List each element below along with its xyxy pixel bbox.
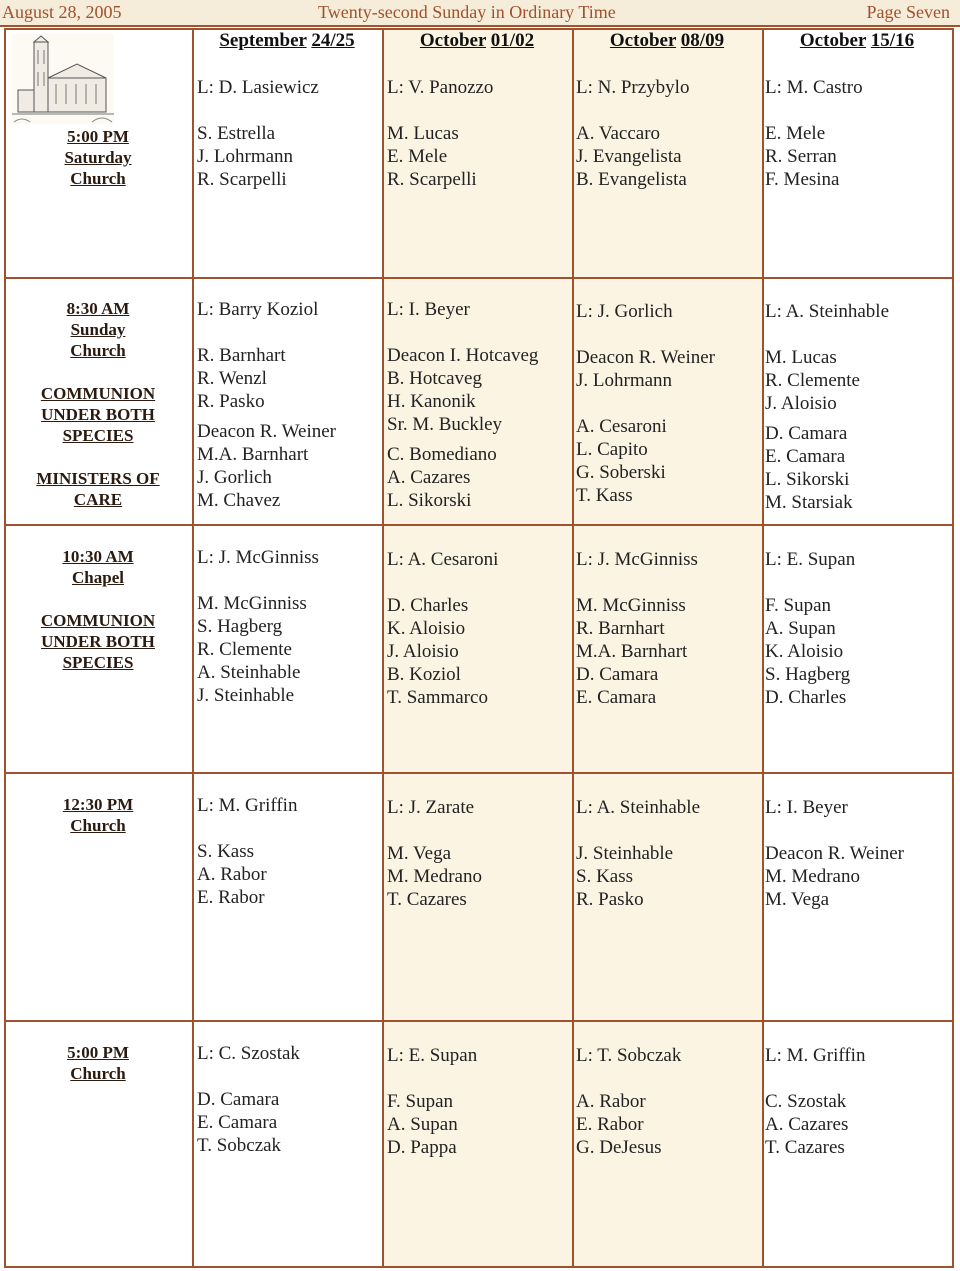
- schedule-cell: [576, 1044, 681, 1159]
- column-header-october-01: October 01/02: [419, 30, 535, 51]
- minister: R. Pasko: [197, 391, 265, 412]
- lector: L: T. Sobczak: [576, 1045, 682, 1066]
- minister: G. DeJesus: [576, 1137, 662, 1158]
- minister: E. Mele: [765, 123, 826, 144]
- minister: J. Lohrmann: [197, 146, 294, 167]
- row-divider: [4, 524, 954, 526]
- schedule-cell: [765, 300, 889, 514]
- minister: E. Camara: [197, 1112, 278, 1133]
- minister: D. Charles: [387, 595, 469, 616]
- column-divider: [382, 28, 384, 1268]
- minister: M. Starsiak: [765, 492, 853, 513]
- minister: [576, 392, 715, 415]
- page-header: [0, 0, 960, 27]
- minister: S. Estrella: [197, 123, 276, 144]
- mass-label-line: UNDER BOTH: [41, 632, 155, 651]
- minister: Deacon R. Weiner: [576, 347, 715, 368]
- schedule-cell: [765, 1044, 865, 1159]
- lector: L: C. Szostak: [197, 1043, 300, 1064]
- minister: D. Pappa: [387, 1137, 457, 1158]
- minister: M. Lucas: [387, 123, 459, 144]
- column-header-october-08: October 08/09: [609, 30, 725, 51]
- minister: G. Soberski: [576, 462, 666, 483]
- minister: R. Barnhart: [576, 618, 665, 639]
- minister: M. Chavez: [197, 490, 281, 511]
- column-divider: [192, 28, 194, 1268]
- row-divider: [4, 1020, 954, 1022]
- minister: J. Gorlich: [197, 467, 272, 488]
- minister: M.A. Barnhart: [197, 444, 309, 465]
- minister: E. Rabor: [576, 1114, 644, 1135]
- mass-label-line: 10:30 AM: [62, 547, 134, 566]
- schedule-cell: [576, 300, 715, 507]
- mass-label-line: [4, 588, 192, 610]
- minister: A. Rabor: [576, 1091, 646, 1112]
- minister: D. Camara: [197, 1089, 280, 1110]
- header-page-number: Page Seven: [866, 2, 950, 22]
- minister: C. Szostak: [765, 1091, 847, 1112]
- minister: J. Lohrmann: [576, 370, 673, 391]
- minister: R. Clemente: [765, 370, 860, 391]
- mass-label-line: MINISTERS OF: [36, 469, 160, 488]
- schedule-cell: [197, 1042, 300, 1157]
- lector: L: M. Griffin: [765, 1045, 866, 1066]
- minister: E. Mele: [387, 146, 448, 167]
- minister: M. Medrano: [765, 866, 860, 887]
- minister: L. Capito: [576, 439, 648, 460]
- minister: M. McGinniss: [197, 593, 307, 614]
- church-building-icon: [12, 34, 114, 124]
- minister: S. Kass: [576, 866, 634, 887]
- minister: R. Scarpelli: [197, 169, 287, 190]
- minister: S. Kass: [197, 841, 255, 862]
- lector: L: M. Griffin: [197, 795, 298, 816]
- lector: L: A. Steinhable: [765, 301, 890, 322]
- mass-label-sunday-1030am: [4, 546, 192, 673]
- schedule-cell: [197, 794, 297, 909]
- minister: T. Cazares: [765, 1137, 845, 1158]
- minister: R. Scarpelli: [387, 169, 477, 190]
- row-divider: [4, 772, 954, 774]
- mass-label-line: COMMUNION: [40, 611, 156, 630]
- minister: M. Lucas: [765, 347, 837, 368]
- schedule-cell: [576, 76, 689, 191]
- lector: L: D. Lasiewicz: [197, 77, 319, 98]
- lector: L: I. Beyer: [387, 299, 470, 320]
- schedule-cell: [387, 548, 498, 709]
- minister: F. Mesina: [765, 169, 840, 190]
- minister: K. Aloisio: [387, 618, 466, 639]
- column-header-october-15: October 15/16: [799, 30, 915, 51]
- lector: L: M. Castro: [765, 77, 863, 98]
- minister: T. Cazares: [387, 889, 467, 910]
- mass-label-line: UNDER BOTH: [41, 405, 155, 424]
- minister: L. Sikorski: [387, 490, 472, 511]
- schedule-cell: [387, 76, 493, 191]
- minister: M. Vega: [765, 889, 830, 910]
- minister: T. Sobczak: [197, 1135, 282, 1156]
- minister: J. Aloisio: [387, 641, 459, 662]
- mass-label-line: 8:30 AM: [66, 299, 130, 318]
- minister: B. Koziol: [387, 664, 461, 685]
- mass-label-line: Saturday: [64, 148, 132, 167]
- minister: A. Supan: [387, 1114, 458, 1135]
- lector: L: J. Zarate: [387, 797, 475, 818]
- lector: L: Barry Koziol: [197, 299, 319, 320]
- mass-label-line: Church: [70, 816, 126, 835]
- lector: L: J. McGinniss: [197, 547, 319, 568]
- mass-label-line: Church: [70, 341, 126, 360]
- minister: C. Bomediano: [387, 444, 497, 465]
- header-date: August 28, 2005: [2, 2, 122, 22]
- schedule-cell: [197, 546, 319, 707]
- mass-label-line: [4, 446, 192, 468]
- mass-label-line: Church: [70, 169, 126, 188]
- minister: F. Supan: [765, 595, 832, 616]
- minister: B. Hotcaveg: [387, 368, 482, 389]
- mass-label-line: Sunday: [70, 320, 126, 339]
- mass-label-line: SPECIES: [62, 426, 134, 445]
- schedule-cell: [765, 548, 855, 709]
- mass-label-line: CARE: [73, 490, 123, 509]
- mass-label-line: 12:30 PM: [62, 795, 134, 814]
- header-title: Twenty-second Sunday in Ordinary Time: [318, 2, 616, 22]
- lector: L: J. McGinniss: [576, 549, 698, 570]
- minister: M. Vega: [387, 843, 452, 864]
- mass-label-line: COMMUNION: [40, 384, 156, 403]
- minister: M.A. Barnhart: [576, 641, 688, 662]
- minister: Deacon I. Hotcaveg: [387, 345, 539, 366]
- minister: A. Supan: [765, 618, 836, 639]
- schedule-cell: [197, 76, 319, 191]
- minister: R. Wenzl: [197, 368, 267, 389]
- mass-label-saturday-5pm: [4, 126, 192, 189]
- schedule-cell: [765, 76, 863, 191]
- schedule-cell: [576, 796, 700, 911]
- minister: B. Evangelista: [576, 169, 687, 190]
- lector: L: I. Beyer: [765, 797, 848, 818]
- column-divider: [762, 28, 764, 1268]
- minister: R. Serran: [765, 146, 837, 167]
- minister: H. Kanonik: [387, 391, 476, 412]
- mass-label-line: 5:00 PM: [67, 127, 129, 146]
- minister: E. Camara: [576, 687, 657, 708]
- lector: L: E. Supan: [387, 1045, 478, 1066]
- minister: D. Camara: [765, 423, 848, 444]
- minister: E. Camara: [765, 446, 846, 467]
- minister: L. Sikorski: [765, 469, 850, 490]
- lector: L: N. Przybylo: [576, 77, 690, 98]
- minister: T. Kass: [576, 485, 633, 506]
- schedule-cell: [387, 796, 482, 911]
- minister: J. Steinhable: [576, 843, 674, 864]
- mass-label-line: 5:00 PM: [67, 1043, 129, 1062]
- lector: L: J. Gorlich: [576, 301, 673, 322]
- minister: M. Medrano: [387, 866, 482, 887]
- minister: E. Rabor: [197, 887, 265, 908]
- column-header-september-24: September 24/25: [219, 30, 355, 51]
- minister: T. Sammarco: [387, 687, 488, 708]
- lector: L: A. Cesaroni: [387, 549, 499, 570]
- mass-label-line: Church: [70, 1064, 126, 1083]
- minister: Deacon R. Weiner: [197, 421, 336, 442]
- minister: F. Supan: [387, 1091, 454, 1112]
- schedule-cell: [387, 298, 538, 512]
- mass-label-sunday-1230pm: [4, 794, 192, 836]
- minister: A. Cesaroni: [576, 416, 667, 437]
- minister: J. Evangelista: [576, 146, 682, 167]
- minister: J. Aloisio: [765, 393, 837, 414]
- minister: R. Barnhart: [197, 345, 286, 366]
- mass-label-line: [4, 361, 192, 383]
- lector: L: V. Panozzo: [387, 77, 494, 98]
- schedule-cell: [197, 298, 336, 512]
- minister: Deacon R. Weiner: [765, 843, 904, 864]
- minister: K. Aloisio: [765, 641, 844, 662]
- minister: M. McGinniss: [576, 595, 686, 616]
- minister: A. Cazares: [387, 467, 471, 488]
- mass-label-line: SPECIES: [62, 653, 134, 672]
- minister: Sr. M. Buckley: [387, 414, 503, 435]
- schedule-cell: [387, 1044, 477, 1159]
- column-divider: [572, 28, 574, 1268]
- minister: R. Clemente: [197, 639, 292, 660]
- mass-label-sunday-830am: [4, 298, 192, 510]
- minister: S. Hagberg: [197, 616, 283, 637]
- minister: J. Steinhable: [197, 685, 295, 706]
- schedule-cell: [765, 796, 904, 911]
- minister: A. Cazares: [765, 1114, 849, 1135]
- lector: L: E. Supan: [765, 549, 856, 570]
- mass-label-line: Chapel: [72, 568, 124, 587]
- mass-label-sunday-5pm: [4, 1042, 192, 1084]
- minister: A. Steinhable: [197, 662, 301, 683]
- minister: A. Vaccaro: [576, 123, 661, 144]
- minister: D. Charles: [765, 687, 847, 708]
- lector: L: A. Steinhable: [576, 797, 701, 818]
- schedule-cell: [576, 548, 698, 709]
- minister: R. Pasko: [576, 889, 644, 910]
- minister: D. Camara: [576, 664, 659, 685]
- row-divider: [4, 277, 954, 279]
- minister: S. Hagberg: [765, 664, 851, 685]
- minister: A. Rabor: [197, 864, 267, 885]
